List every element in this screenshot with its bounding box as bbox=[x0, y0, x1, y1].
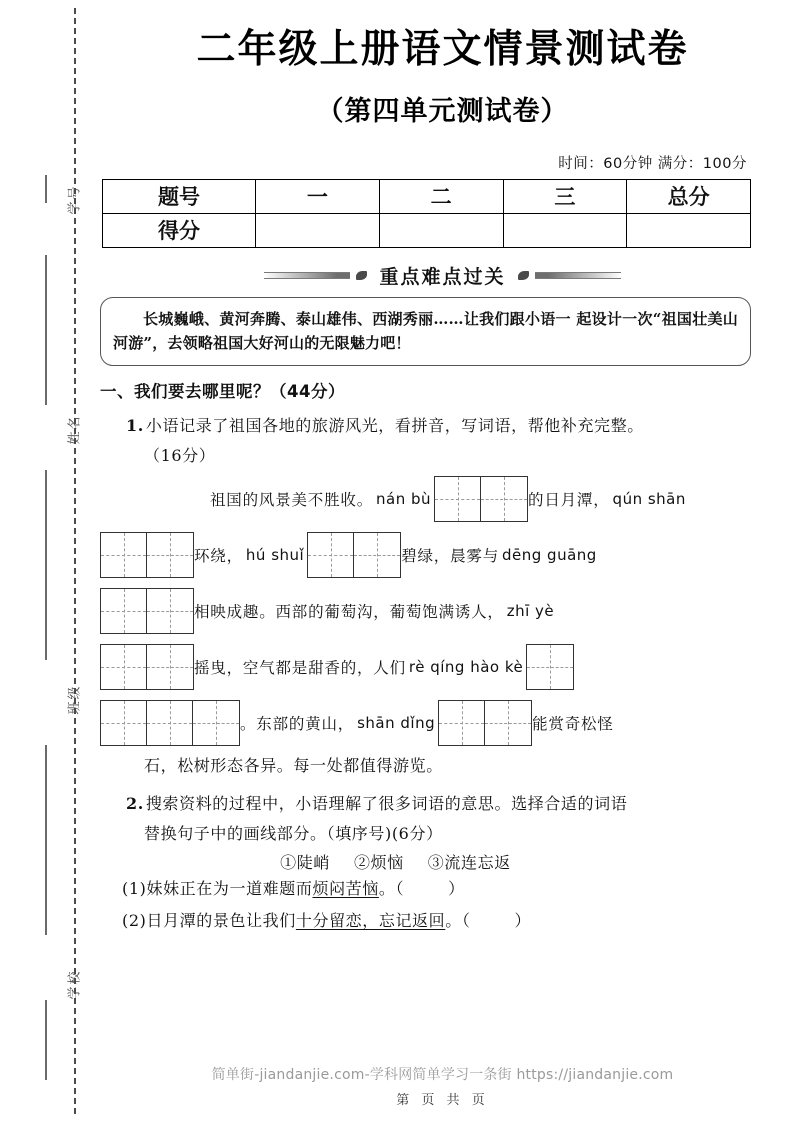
question-2-sub-questions bbox=[100, 873, 751, 937]
tianzige-answer-box[interactable] bbox=[434, 476, 528, 522]
tianzige-cell[interactable] bbox=[147, 589, 193, 633]
question-2 bbox=[100, 789, 751, 937]
sentence-text: 。东部的黄山， bbox=[240, 714, 355, 733]
seal-line-segment bbox=[45, 255, 47, 405]
seal-margin bbox=[0, 0, 92, 1122]
question-1-prompt bbox=[100, 411, 751, 441]
score-input-cell[interactable] bbox=[503, 213, 627, 247]
page-title: 二年级上册语文情景测试卷 bbox=[196, 27, 689, 72]
underlined-phrase: 十分留恋，忘记返回 bbox=[295, 911, 446, 931]
sub-question-text-before: 日月潭的景色让我们 bbox=[146, 911, 296, 931]
seal-line-segment bbox=[45, 745, 47, 935]
sub-question-label: (2) bbox=[122, 911, 147, 931]
sentence-text: 相映成趣。西部的葡萄沟，葡萄饱满诱人， bbox=[194, 602, 504, 621]
question-2-prompt-line-1 bbox=[100, 789, 751, 819]
tianzige-cell[interactable] bbox=[147, 701, 193, 745]
score-input-cell[interactable] bbox=[256, 213, 380, 247]
tianzige-answer-box[interactable] bbox=[307, 532, 401, 578]
tianzige-cell[interactable] bbox=[435, 477, 481, 521]
underlined-phrase: 烦闷苦恼 bbox=[312, 879, 379, 899]
question-2-text-1: 搜索资料的过程中，小语理解了很多词语的意思。选择合适的词语 bbox=[145, 794, 628, 814]
pinyin-answer-row bbox=[100, 583, 751, 639]
tianzige-cell[interactable] bbox=[527, 645, 573, 689]
sub-question-paren-close: ） bbox=[514, 911, 531, 931]
pinyin-text: dēng guāng bbox=[502, 545, 597, 564]
sentence-text: 的日月潭， bbox=[528, 490, 610, 509]
pinyin-text: nán bù bbox=[376, 489, 432, 508]
pinyin-text: qún shān bbox=[612, 489, 686, 508]
tianzige-cell[interactable] bbox=[101, 533, 147, 577]
choice-option-2[interactable]: ②烦恼 bbox=[353, 853, 404, 873]
seal-label-0: 学号 bbox=[67, 184, 83, 215]
sub-question-2 bbox=[100, 905, 751, 937]
pinyin-text: hú shuǐ bbox=[245, 545, 305, 564]
intro-text-box bbox=[100, 297, 751, 367]
seal-line-segment bbox=[45, 175, 47, 203]
pinyin-text: shān dǐng bbox=[357, 713, 436, 732]
choice-option-1[interactable]: ①陡峭 bbox=[280, 853, 330, 873]
pinyin-answer-row bbox=[100, 527, 751, 583]
tianzige-cell[interactable] bbox=[101, 701, 147, 745]
tianzige-cell[interactable] bbox=[308, 533, 354, 577]
tianzige-answer-box[interactable] bbox=[526, 644, 574, 690]
sub-question-text-after: 。（ bbox=[378, 879, 405, 899]
tianzige-cell[interactable] bbox=[193, 701, 239, 745]
sub-question-text-before: 妹妹正在为一道难题而 bbox=[146, 879, 313, 899]
tianzige-answer-box[interactable] bbox=[100, 532, 194, 578]
sentence-text: 环绕， bbox=[194, 546, 243, 565]
score-table-cell: 三 bbox=[503, 179, 627, 213]
question-1-score: （16分） bbox=[144, 446, 216, 466]
score-input-cell[interactable] bbox=[627, 213, 751, 247]
intro-line-1: 长城巍峨、黄河奔腾、泰山雄伟、西湖秀丽……让我们跟小语一 bbox=[143, 309, 571, 328]
intro-line-2: 起设计一次“祖国壮美山河游”，去领略祖国大好河山的无限魅力吧！ bbox=[113, 309, 738, 353]
pinyin-text: rè qíng hào kè bbox=[408, 657, 524, 676]
page-subtitle: （第四单元测试卷） bbox=[316, 95, 569, 127]
tianzige-answer-box[interactable] bbox=[438, 700, 532, 746]
page-footer bbox=[92, 1064, 793, 1108]
seal-line-segment bbox=[45, 470, 47, 660]
tianzige-cell[interactable] bbox=[485, 701, 531, 745]
banner-rule-left-icon bbox=[264, 272, 350, 279]
sub-question-1 bbox=[100, 873, 751, 905]
table-row bbox=[103, 179, 751, 213]
banner-title: 重点难点过关 bbox=[379, 265, 506, 288]
sentence-text: 祖国的风景美不胜收。 bbox=[210, 490, 374, 509]
question-2-number: 2. bbox=[126, 794, 144, 814]
sub-question-paren-close: ） bbox=[448, 879, 465, 899]
tianzige-answer-box[interactable] bbox=[100, 644, 194, 690]
choice-option-3[interactable]: ③流连忘返 bbox=[427, 853, 511, 873]
score-table-cell: 一 bbox=[256, 179, 380, 213]
sub-question-label: (1) bbox=[122, 879, 147, 899]
score-table-row-header: 得分 bbox=[103, 213, 256, 247]
banner-rule-right-icon bbox=[535, 272, 621, 279]
score-table-cell: 二 bbox=[379, 179, 503, 213]
pinyin-answer-row bbox=[100, 639, 751, 695]
watermark-text: 简单街-jiandanjie.com-学科网简单学习一条街 https://jiandanjie.com bbox=[211, 1067, 674, 1083]
seal-label-2: 班级 bbox=[67, 684, 83, 715]
sub-question-text-after: 。（ bbox=[445, 911, 471, 931]
score-table-cell: 总分 bbox=[627, 179, 751, 213]
table-row bbox=[103, 213, 751, 247]
score-table bbox=[102, 179, 751, 248]
question-1-answer-rows bbox=[100, 471, 751, 751]
tianzige-answer-box[interactable] bbox=[100, 588, 194, 634]
sentence-text: 碧绿，晨雾与 bbox=[401, 546, 499, 565]
question-2-choices bbox=[100, 850, 751, 873]
section-one-heading: 一、我们要去哪里呢？（44分） bbox=[100, 382, 345, 402]
exam-content bbox=[92, 378, 793, 937]
section-banner bbox=[92, 262, 793, 289]
tianzige-cell[interactable] bbox=[354, 533, 400, 577]
tianzige-cell[interactable] bbox=[439, 701, 485, 745]
sentence-text: 摇曳，空气都是甜香的，人们 bbox=[194, 658, 406, 677]
page-number: 第 页 共 页 bbox=[396, 1093, 489, 1108]
score-table-container bbox=[92, 179, 793, 248]
pinyin-text: zhī yè bbox=[506, 601, 555, 620]
tianzige-cell[interactable] bbox=[147, 645, 193, 689]
banner-leaf-right-icon bbox=[518, 271, 529, 280]
pinyin-answer-row bbox=[100, 471, 751, 527]
seal-label-1: 姓名 bbox=[67, 414, 83, 445]
banner-leaf-left-icon bbox=[356, 271, 367, 280]
pinyin-answer-row bbox=[100, 695, 751, 751]
tianzige-cell[interactable] bbox=[101, 589, 147, 633]
seal-label-3: 学校 bbox=[67, 969, 83, 1000]
exam-page bbox=[92, 0, 793, 1122]
tianzige-cell[interactable] bbox=[147, 533, 193, 577]
sentence-text: 能赏奇松怪 bbox=[532, 714, 614, 733]
tianzige-answer-box[interactable] bbox=[100, 700, 240, 746]
question-1-tail-text: 石，松树形态各异。每一处都值得游览。 bbox=[144, 755, 443, 775]
question-2-prompt-line-2: 替换句子中的画线部分。（填序号)(6分） bbox=[144, 823, 443, 843]
question-1 bbox=[100, 411, 751, 780]
score-input-cell[interactable] bbox=[379, 213, 503, 247]
exam-meta-line: 时间：60分钟 满分：100分 bbox=[558, 155, 747, 172]
question-1-text: 小语记录了祖国各地的旅游风光，看拼音，写词语，帮他补充完整。 bbox=[145, 416, 644, 436]
seal-line-segment bbox=[45, 1000, 47, 1080]
tianzige-cell[interactable] bbox=[101, 645, 147, 689]
tianzige-cell[interactable] bbox=[481, 477, 527, 521]
question-1-number: 1. bbox=[126, 416, 144, 436]
score-table-row-header: 题号 bbox=[103, 179, 256, 213]
